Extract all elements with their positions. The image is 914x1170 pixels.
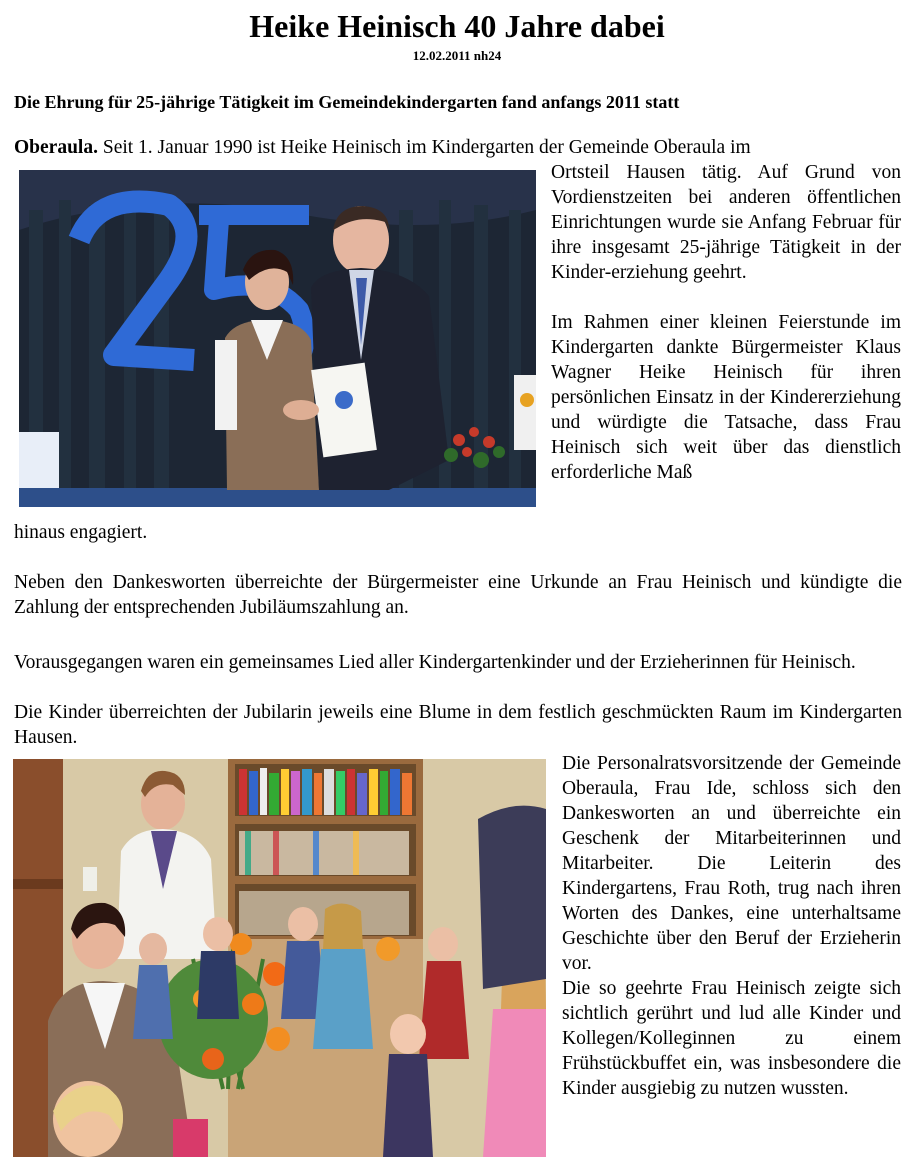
article-date: 12.02.2011 nh24 — [412, 48, 502, 63]
article-title: Heike Heinisch 40 Jahre dabei — [249, 8, 665, 44]
article-subtitle: Die Ehrung für 25-jährige Tätigkeit im Gemeindekindergarten fand anfangs 2011 statt — [14, 92, 680, 112]
paragraph-2-tail: hinaus engagiert. — [14, 522, 148, 543]
paragraph-4: Vorausgegangen waren ein gemeinsames Lied aller Kindergartenkinder und der Erzieherinnen für Heinisch. — [14, 652, 856, 673]
paragraph-2-wrap: Im Rahmen einer kleinen Feierstunde im Kindergarten dankte Bürgermeister Klaus Wagner Heike Heinisch für ihren persönlichen Einsatz in der Kindererziehung und würdigte die Tatsache, dass Frau Heinisch sich weit über das dienstlich erforderliche Maß — [551, 312, 901, 483]
paragraph-wrap-column-1 — [551, 160, 901, 485]
paragraph-6-wrap: Die Personalratsvorsitzende der Gemeinde Oberaula, Frau Ide, schloss sich den Dankesworten an und überreichte ein Geschenk der Mitarbeiterinnen und Mitarbeiter. Die Leiterin des Kindergartens, Frau Roth, trug nach ihren Worten des Dankes, eine unterhaltsame Geschichte über den Beruf der Erzieherin vor. — [562, 753, 901, 974]
paragraph-3: Neben den Dankesworten überreichte der Bürgermeister eine Urkunde an Frau Heinisch und kündigte die Zahlung der entsprechenden Jubiläumszahlung an. — [14, 572, 902, 618]
paragraph-1-text: Seit 1. Januar 1990 ist Heike Heinisch im Kindergarten der Gemeinde Oberaula im — [102, 137, 751, 158]
children-flowers-photo — [13, 759, 546, 1157]
paragraph-7-wrap: Die so geehrte Frau Heinisch zeigte sich sichtlich gerührt und lud alle Kinder und Kollegen/Kolleginnen zu einem Frühstückbuffet ein, was insbesondere die Kinder ausgiebig zu nutzen wussten. — [562, 978, 901, 1099]
paragraph-1-first-line — [14, 135, 902, 160]
ceremony-photo — [19, 170, 536, 507]
paragraph-1-wrap: Ortsteil Hausen tätig. Auf Grund von Vordienstzeiten bei anderen öffentlichen Einrichtungen wurde sie Anfang Februar für ihre insgesamt 25-jährige Tätigkeit in der Kinder-erziehung geehrt. — [551, 162, 901, 283]
paragraph-5: Die Kinder überreichten der Jubilarin jeweils eine Blume in dem festlich geschmückten Raum im Kindergarten Hausen. — [14, 702, 902, 748]
lead-place: Oberaula. — [14, 137, 98, 158]
paragraph-wrap-column-2 — [562, 751, 901, 1101]
